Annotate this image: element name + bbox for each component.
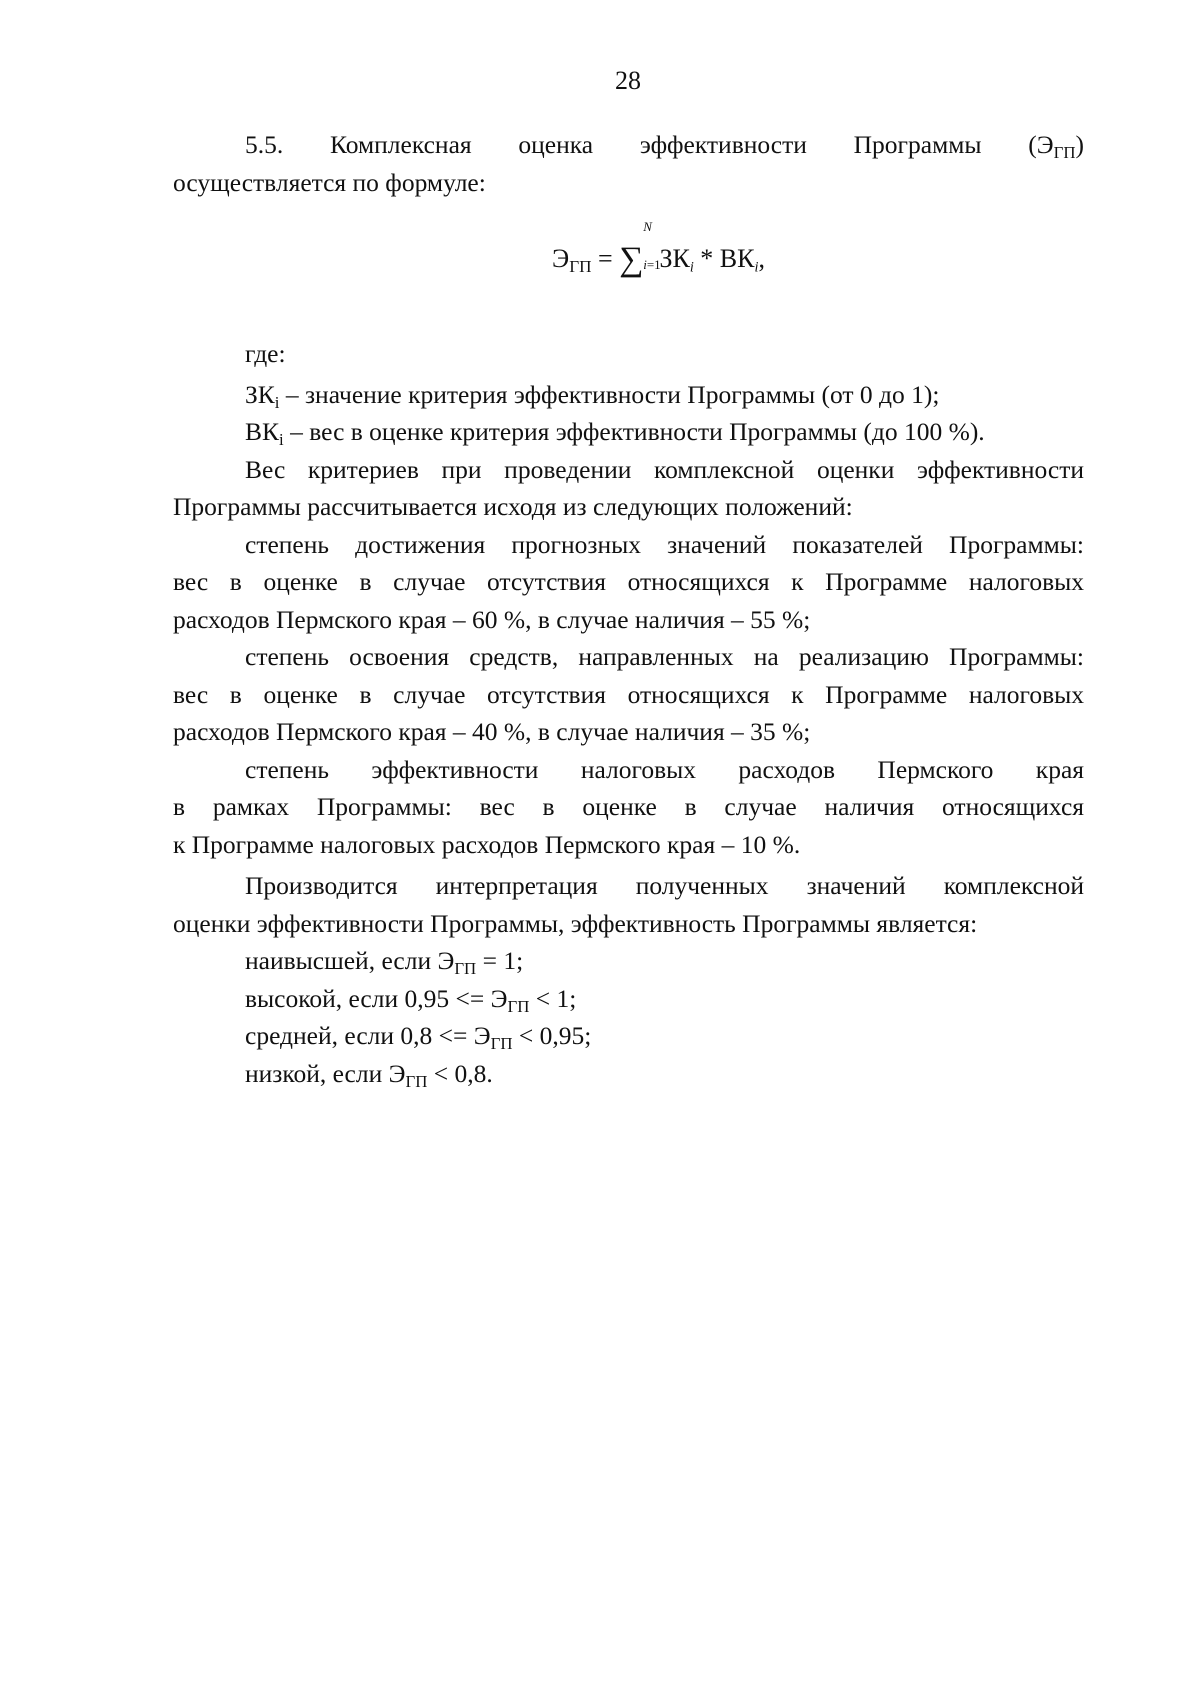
- weights-p4-line-2: в рамках Программы: вес в оценке в случае наличия относящихся: [173, 792, 1084, 821]
- zk-symbol: ЗК: [245, 379, 275, 409]
- rating-highest: [173, 942, 1084, 980]
- rating-highest-symbol: Э: [437, 946, 455, 975]
- rating-medium-symbol-sub: ГП: [490, 1034, 513, 1054]
- intro-line-2: осуществляется по формуле:: [173, 167, 486, 197]
- formula-term-zk-index: i: [689, 259, 694, 276]
- vk-symbol: ВК: [245, 417, 280, 446]
- rating-high: [173, 980, 1084, 1018]
- rating-low-pre: низкой, если: [245, 1058, 383, 1088]
- formula-term-vk-index: i: [754, 259, 759, 276]
- rating-medium-symbol: Э: [473, 1021, 491, 1050]
- definition-vk: [173, 413, 1084, 451]
- rating-low-post: < 0,8.: [433, 1058, 493, 1088]
- where-label: где:: [245, 339, 286, 368]
- intro-symbol: [1028, 130, 1084, 163]
- rating-high-pre: высокой, если 0,95 <=: [245, 983, 485, 1013]
- rating-highest-pre: наивысшей, если: [245, 946, 432, 975]
- rating-low-symbol: Э: [388, 1058, 406, 1088]
- weights-p3-line-2: вес в оценке в случае отсутствия относящихся к Программе налоговых: [173, 679, 1084, 709]
- vk-sub: i: [279, 430, 284, 450]
- zk-text: – значение критерия эффективности Программы (от 0 до 1);: [285, 379, 940, 409]
- interpretation-line-1: Производится интерпретация полученных значений комплексной: [245, 871, 1084, 900]
- weights-p3-line-1: степень освоения средств, направленных на реализацию Программы:: [245, 642, 1084, 671]
- formula-lhs-sub: ГП: [569, 257, 592, 277]
- rating-highest-post: = 1;: [482, 946, 524, 975]
- sigma-glyph: ∑: [619, 241, 644, 278]
- sum-index-start: =1: [646, 257, 661, 272]
- rating-low: [173, 1055, 1084, 1093]
- formula-lhs: Э: [552, 244, 570, 273]
- rating-high-post: < 1;: [535, 983, 577, 1013]
- weights-p4-line-1: степень эффективности налоговых расходов Пермского края: [245, 754, 1084, 784]
- rating-high-symbol: Э: [490, 983, 508, 1013]
- definition-zk: [173, 376, 1084, 414]
- formula-times: *: [700, 244, 714, 273]
- sum-lower-limit: [643, 258, 660, 272]
- document-body: [173, 126, 1084, 1092]
- zk-sub: i: [274, 392, 280, 412]
- rating-medium: [173, 1017, 1084, 1055]
- weights-p2-line-3: расходов Пермского края – 60 %, в случае наличия – 55 %;: [173, 604, 811, 634]
- rating-high-symbol-sub: ГП: [507, 996, 530, 1016]
- formula-term-vk: ВК: [719, 244, 755, 273]
- intro-lead: 5.5. Комплексная оценка эффективности Программы: [245, 130, 982, 159]
- weights-p1-line-2: Программы рассчитывается исходя из следующих положений:: [173, 492, 853, 521]
- intro-symbol-sub: ГП: [1053, 143, 1076, 163]
- weights-p3-line-3: расходов Пермского края – 40 %, в случае наличия – 35 %;: [173, 717, 811, 746]
- weights-p2-line-1: степень достижения прогнозных значений показателей Программы:: [245, 529, 1084, 559]
- formula-equals: =: [598, 244, 613, 273]
- rating-low-symbol-sub: ГП: [405, 1071, 428, 1091]
- intro-line-1: [173, 126, 1084, 164]
- intro-symbol-open: (Э: [1028, 130, 1054, 159]
- formula-term-zk: ЗК: [659, 244, 690, 273]
- weights-p2-line-2: вес в оценке в случае отсутствия относящихся к Программе налоговых: [173, 567, 1084, 596]
- rating-medium-post: < 0,95;: [518, 1021, 592, 1050]
- interpretation-line-2: оценки эффективности Программы, эффективность Программы является:: [173, 908, 978, 938]
- weights-p1-line-1: Вес критериев при проведении комплексной оценки эффективности: [245, 454, 1084, 484]
- weights-p4-line-3: к Программе налоговых расходов Пермского края – 10 %.: [173, 829, 801, 859]
- vk-text: – вес в оценке критерия эффективности Программы (до 100 %).: [290, 417, 985, 446]
- rating-medium-pre: средней, если 0,8 <=: [245, 1021, 468, 1050]
- sum-index-var: i: [643, 257, 647, 272]
- rating-highest-symbol-sub: ГП: [454, 959, 477, 979]
- formula-end: ,: [758, 244, 765, 273]
- page-number: 28: [615, 66, 641, 95]
- formula: [173, 219, 1084, 289]
- sum-upper-limit: N: [643, 219, 652, 234]
- intro-symbol-close: ): [1075, 130, 1084, 159]
- sum-sign: [619, 219, 661, 290]
